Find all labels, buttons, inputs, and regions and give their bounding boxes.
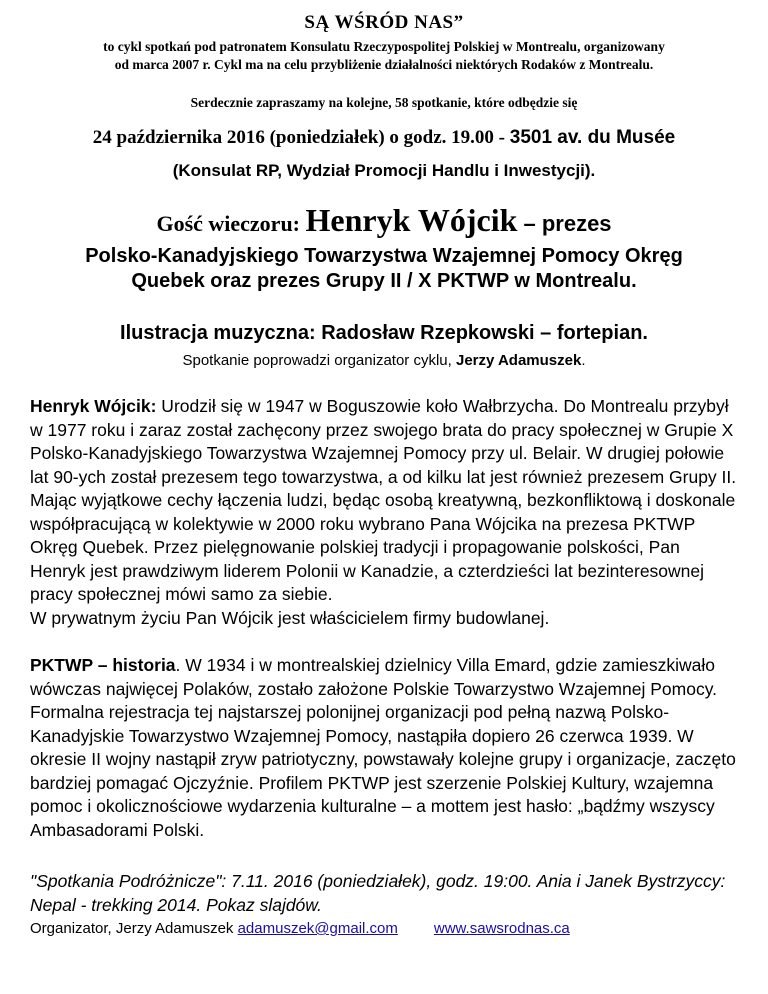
bio-text: Urodził się w 1947 w Boguszowie koło Wałbrzycha. Do Montrealu przybył w 1977 roku i zaraz został zachęcony przez swojego brata do pracy społecznej w Grupie X Polsko-Kanadyjskiego Towarzystwa Wzajemnej Pomocy przy ul. Belair. W drugiej połowie lat 90-ych został prezesem tego towarzystwa, a od kilku lat jest również prezesem Grupy II. Mając wyjątkowe cechy łączenia ludzi, będąc osobą kreatywną, bezkonfliktową i doskonale współpracującą w kolektywie w 2000 roku wybrano Pana Wójcika na prezesa PKTWP Okręg Quebek. Przez pielęgnowanie polskiej tradycji i propagowanie polskości, Pan Henryk jest prawdziwym liderem Polonii w Kanadzie, a czterdzieści lat bezinteresownej pracy społecznej mówi samo za siebie.	[30, 396, 737, 604]
guest-label: Gość wieczoru:	[156, 211, 306, 236]
guest-role: – prezes	[517, 211, 612, 236]
guest-heading	[30, 203, 738, 244]
history-lead: PKTWP – historia	[30, 655, 176, 675]
footer	[30, 919, 738, 939]
history-text: . W 1934 i w montrealskiej dzielnicy Villa Emard, gdzie zamieszkiwało wówczas najwięcej Polaków, zostało założone Polskie Towarzystwo Wzajemnej Pomocy. Formalna rejestracja tej najstarszej polonijnej organizacji pod pełną nazwą Polsko-Kanadyjskie Towarzystwo Wzajemnej Pomocy, nastąpiła dopiero 26 czerwca 1939. W okresie II wojny nastąpił zryw patriotyczny, powstawały kolejne grupy i organizacje, zaczęto bardziej pomagać Ojczyźnie. Profilem PKTWP jest szerzenie Polskiej Kultury, wzajemna pomoc i okolicznościowe wydarzenia kulturalne – a mottem jest hasło: „bądźmy wszyscy Ambasadorami Polski.	[30, 655, 736, 840]
history-paragraph	[30, 654, 738, 842]
host-line	[30, 351, 738, 371]
guest-organization-line-1: Polsko-Kanadyjskiego Towarzystwa Wzajemnej Pomocy Okręg	[85, 245, 683, 267]
guest-organization-line-2: Quebek oraz prezes Grupy II / X PKTWP w Montrealu.	[131, 270, 637, 292]
intro-line-1: to cykl spotkań pod patronatem Konsulatu Rzeczypospolitej Polskiej w Montrealu, organizowany	[103, 39, 665, 54]
bio-last-line: W prywatnym życiu Pan Wójcik jest właścicielem firmy budowlanej.	[30, 607, 550, 628]
host-prefix: Spotkanie poprowadzi organizator cyklu,	[182, 352, 456, 369]
music-illustration: Ilustracja muzyczna: Radosław Rzepkowski – fortepian.	[120, 322, 648, 344]
invitation-text: Serdecznie zapraszamy na kolejne, 58 spotkanie, które odbędzie się	[190, 95, 578, 110]
intro-line-2: od marca 2007 r. Cykl ma na celu przybliżenie działalności niektórych Rodaków z Montrealu.	[114, 57, 654, 72]
host-suffix: .	[581, 352, 586, 369]
next-event-announcement: "Spotkania Podróżnicze": 7.11. 2016 (poniedziałek), godz. 19:00. Ania i Janek Bystrzyccy: Nepal - trekking 2014. Pokaz slajdów.	[30, 871, 726, 915]
bio-lead: Henryk Wójcik:	[30, 396, 157, 416]
intro-text	[30, 38, 738, 74]
bio-paragraph	[30, 395, 738, 630]
footer-website-link[interactable]: www.sawsrodnas.ca	[433, 920, 570, 937]
event-date-time: 24 października 2016 (poniedziałek) o godz. 19.00 -	[92, 127, 510, 148]
document-title: SĄ WŚRÓD NAS”	[304, 12, 464, 33]
footer-email-link[interactable]: adamuszek@gmail.com	[237, 920, 398, 937]
guest-name: Henryk Wójcik	[305, 202, 518, 238]
host-name: Jerzy Adamuszek	[455, 352, 582, 369]
footer-organizer: Organizator, Jerzy Adamuszek	[30, 920, 238, 937]
event-venue: (Konsulat RP, Wydział Promocji Handlu i Inwestycji).	[172, 161, 596, 180]
event-date-line	[30, 125, 738, 151]
event-address: 3501 av. du Musée	[509, 127, 676, 148]
